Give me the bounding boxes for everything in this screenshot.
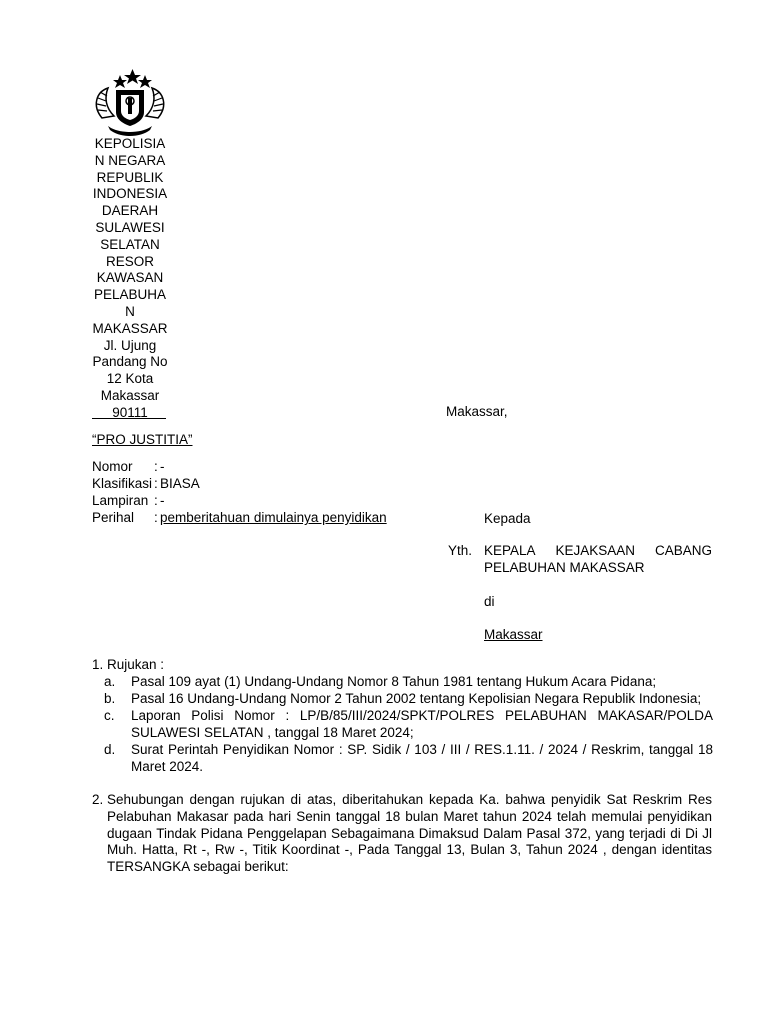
reference-letter: d.	[104, 742, 116, 757]
reference-text: Laporan Polisi Nomor : LP/B/85/III/2024/SPKT/POLRES PELABUHAN MAKASAR/POLDA SULAWESI SELATAN , tanggal 18 Maret 2024;	[131, 708, 713, 740]
reference-text: Pasal 109 ayat (1) Undang-Undang Nomor 8 Tahun 1981 tentang Hukum Acara Pidana;	[131, 674, 657, 689]
letterhead-line: Jl. Ujung	[103, 337, 157, 353]
meta-value-klasifikasi: BIASA	[160, 476, 200, 491]
meta-separator: :	[154, 476, 158, 491]
letterhead-line: MAKASSAR	[92, 320, 168, 336]
notification-paragraph: Sehubungan dengan rujukan di atas, diberitahukan kepada Ka. bahwa penyidik Sat Reskrim Res Pelabuhan Makasar pada hari Senin tanggal 18 bulan Maret tahun 2024 telah memulai penyidikan dugaan Tindak Pidana Penggelapan Sebagaimana Dimaksud Dalam Pasal 372, yang terjadi di Di Jl Muh. Hatta, Rt -, Rw -, Titik Koordinat -, Pada Tanggal 13, Bulan 3, Tahun 2024 , dengan identitas TERSANGKA sebagai berikut:	[107, 792, 712, 875]
letterhead-line: SULAWESI	[95, 219, 165, 235]
letterhead-line: Pandang No	[92, 354, 168, 370]
kepada-label: Kepada	[484, 511, 531, 526]
meta-separator: :	[154, 493, 158, 508]
meta-label-perihal: Perihal	[92, 510, 135, 525]
reference-text: Surat Perintah Penyidikan Nomor : SP. Sidik / 103 / III / RES.1.11. / 2024 / Reskrim, tanggal 18 Maret 2024.	[131, 742, 713, 774]
meta-label-lampiran: Lampiran	[92, 493, 149, 508]
recipient-word: KEPALA	[484, 543, 536, 558]
recipient-line-2: PELABUHAN MAKASSAR	[484, 559, 645, 575]
letterhead-line: PELABUHA	[93, 287, 167, 303]
item-number: 2.	[92, 792, 104, 807]
letterhead-organization	[88, 136, 172, 422]
letterhead-line: SELATAN	[100, 236, 160, 252]
letterhead-line: KAWASAN	[96, 270, 164, 286]
police-emblem-icon	[88, 68, 172, 140]
letterhead-line: 12 Kota	[106, 371, 154, 387]
meta-value-nomor: -	[160, 459, 165, 474]
reference-text: Pasal 16 Undang-Undang Nomor 2 Tahun 2002 tentang Kepolisian Negara Republik Indonesia;	[131, 691, 702, 706]
meta-label-klasifikasi: Klasifikasi	[92, 476, 153, 491]
city-date: Makassar,	[446, 404, 508, 419]
recipient-block	[484, 543, 712, 577]
letterhead-line: 90111	[112, 404, 148, 420]
meta-separator: :	[154, 510, 158, 525]
letterhead-line: DAERAH	[101, 203, 159, 219]
pro-justitia-label: “PRO JUSTITIA”	[92, 432, 193, 447]
letterhead-line: Makassar	[100, 387, 160, 403]
letterhead-line: N NEGARA	[94, 152, 166, 168]
reference-letter: a.	[104, 674, 116, 689]
letterhead-divider	[92, 418, 166, 419]
meta-label-nomor: Nomor	[92, 459, 133, 474]
letterhead-line: KEPOLISIA	[94, 136, 166, 151]
letterhead-line: INDONESIA	[92, 186, 168, 202]
reference-letter: c.	[104, 708, 115, 723]
letterhead-line: REPUBLIK	[96, 169, 164, 185]
item-number: 1.	[92, 657, 104, 672]
yth-label: Yth.	[448, 543, 473, 558]
letterhead-line: N	[125, 303, 135, 319]
references-title: Rujukan :	[107, 657, 165, 672]
recipient-line-1	[484, 543, 712, 560]
recipient-word: CABANG	[654, 543, 712, 558]
letterhead-line: RESOR	[105, 253, 154, 269]
di-label: di	[484, 594, 495, 609]
meta-value-perihal: pemberitahuan dimulainya penyidikan	[160, 510, 387, 525]
recipient-word: KEJAKSAAN	[555, 543, 636, 558]
meta-value-lampiran: -	[160, 493, 165, 508]
recipient-place: Makassar	[484, 627, 543, 642]
meta-separator: :	[154, 459, 158, 474]
reference-letter: b.	[104, 691, 116, 706]
